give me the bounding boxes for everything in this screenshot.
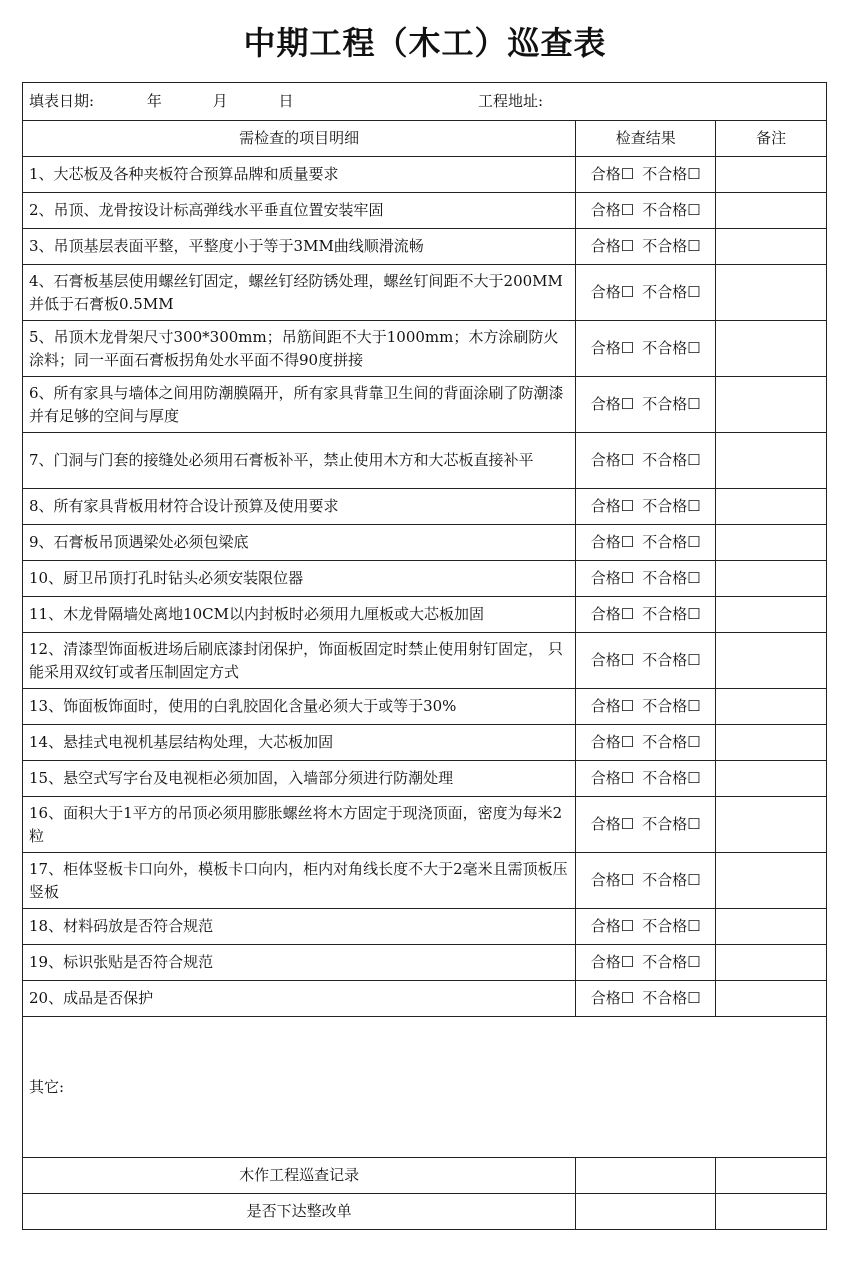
rectify-row-value[interactable] xyxy=(576,1194,716,1230)
table-row xyxy=(23,689,827,725)
fail-checkbox[interactable]: 不合格☐ xyxy=(642,697,701,715)
result-cell xyxy=(576,725,716,761)
result-cell xyxy=(576,633,716,689)
note-cell[interactable] xyxy=(716,761,827,797)
fail-checkbox[interactable]: 不合格☐ xyxy=(642,733,701,751)
header-result: 检查结果 xyxy=(576,121,716,157)
table-row xyxy=(23,909,827,945)
table-row xyxy=(23,797,827,853)
fail-checkbox[interactable]: 不合格☐ xyxy=(642,769,701,787)
item-text: 9、石膏板吊顶遇梁处必须包梁底 xyxy=(23,525,576,561)
header-row xyxy=(23,121,827,157)
item-text: 7、门洞与门套的接缝处必须用石膏板补平，禁止使用木方和大芯板直接补平 xyxy=(23,433,576,489)
rectify-row-label: 是否下达整改单 xyxy=(23,1194,576,1230)
table-row xyxy=(23,265,827,321)
result-cell xyxy=(576,689,716,725)
note-cell[interactable] xyxy=(716,797,827,853)
table-row xyxy=(23,157,827,193)
table-row xyxy=(23,377,827,433)
fail-checkbox[interactable]: 不合格☐ xyxy=(642,605,701,623)
result-cell xyxy=(576,321,716,377)
item-text: 6、所有家具与墙体之间用防潮膜隔开，所有家具背靠卫生间的背面涂刷了防潮漆并有足够的空间与厚度 xyxy=(23,377,576,433)
note-cell[interactable] xyxy=(716,321,827,377)
note-cell[interactable] xyxy=(716,157,827,193)
fail-checkbox[interactable]: 不合格☐ xyxy=(642,497,701,515)
result-cell xyxy=(576,157,716,193)
fail-checkbox[interactable]: 不合格☐ xyxy=(642,871,701,889)
note-cell[interactable] xyxy=(716,561,827,597)
pass-checkbox[interactable]: 合格☐ xyxy=(590,569,635,587)
item-text: 20、成品是否保护 xyxy=(23,981,576,1017)
pass-checkbox[interactable]: 合格☐ xyxy=(590,989,635,1007)
date-label: 填表日期: xyxy=(29,92,95,110)
table-row xyxy=(23,561,827,597)
fill-info-row xyxy=(23,83,827,121)
table-row xyxy=(23,229,827,265)
record-row xyxy=(23,1158,827,1194)
other-label: 其它: xyxy=(29,1077,65,1096)
result-cell xyxy=(576,525,716,561)
fail-checkbox[interactable]: 不合格☐ xyxy=(642,651,701,669)
table-row xyxy=(23,633,827,689)
pass-checkbox[interactable]: 合格☐ xyxy=(590,733,635,751)
note-cell[interactable] xyxy=(716,597,827,633)
rectify-row-note[interactable] xyxy=(716,1194,827,1230)
fail-checkbox[interactable]: 不合格☐ xyxy=(642,989,701,1007)
fail-checkbox[interactable]: 不合格☐ xyxy=(642,917,701,935)
header-note: 备注 xyxy=(716,121,827,157)
result-cell xyxy=(576,489,716,525)
item-text: 3、吊顶基层表面平整，平整度小于等于3MM曲线顺滑流畅 xyxy=(23,229,576,265)
record-row-label: 木作工程巡查记录 xyxy=(23,1158,576,1194)
table-row xyxy=(23,853,827,909)
item-text: 5、吊顶木龙骨架尺寸300*300mm；吊筋间距不大于1000mm；木方涂刷防火涂料；同一平面石膏板拐角处水平面不得90度拼接 xyxy=(23,321,576,377)
pass-checkbox[interactable]: 合格☐ xyxy=(590,339,635,357)
item-text: 10、厨卫吊顶打孔时钻头必须安装限位器 xyxy=(23,561,576,597)
item-text: 12、清漆型饰面板进场后刷底漆封闭保护，饰面板固定时禁止使用射钉固定， 只能采用双纹钉或者压制固定方式 xyxy=(23,633,576,689)
note-cell[interactable] xyxy=(716,945,827,981)
result-cell xyxy=(576,761,716,797)
pass-checkbox[interactable]: 合格☐ xyxy=(590,165,635,183)
item-text: 13、饰面板饰面时，使用的白乳胶固化含量必须大于或等于30% xyxy=(23,689,576,725)
fail-checkbox[interactable]: 不合格☐ xyxy=(642,165,701,183)
record-row-value[interactable] xyxy=(576,1158,716,1194)
note-cell[interactable] xyxy=(716,909,827,945)
header-item: 需检查的项目明细 xyxy=(23,121,576,157)
result-cell xyxy=(576,433,716,489)
note-cell[interactable] xyxy=(716,433,827,489)
note-cell[interactable] xyxy=(716,265,827,321)
item-text: 16、面积大于1平方的吊顶必须用膨胀螺丝将木方固定于现浇顶面，密度为每米2粒 xyxy=(23,797,576,853)
pass-checkbox[interactable]: 合格☐ xyxy=(590,497,635,515)
item-text: 18、材料码放是否符合规范 xyxy=(23,909,576,945)
month-label: 月 xyxy=(212,92,228,110)
pass-checkbox[interactable]: 合格☐ xyxy=(590,815,635,833)
result-cell xyxy=(576,597,716,633)
item-text: 4、石膏板基层使用螺丝钉固定，螺丝钉经防锈处理，螺丝钉间距不大于200MM并低于石膏板0.5MM xyxy=(23,265,576,321)
result-cell xyxy=(576,265,716,321)
note-cell[interactable] xyxy=(716,633,827,689)
result-cell xyxy=(576,193,716,229)
item-text: 11、木龙骨隔墙处离地10CM以内封板时必须用九厘板或大芯板加固 xyxy=(23,597,576,633)
fail-checkbox[interactable]: 不合格☐ xyxy=(642,201,701,219)
pass-checkbox[interactable]: 合格☐ xyxy=(590,605,635,623)
item-text: 19、标识张贴是否符合规范 xyxy=(23,945,576,981)
day-label: 日 xyxy=(278,92,294,110)
fail-checkbox[interactable]: 不合格☐ xyxy=(642,533,701,551)
table-row xyxy=(23,725,827,761)
fail-checkbox[interactable]: 不合格☐ xyxy=(642,815,701,833)
address-label: 工程地址: xyxy=(478,92,544,110)
pass-checkbox[interactable]: 合格☐ xyxy=(590,917,635,935)
note-cell[interactable] xyxy=(716,525,827,561)
item-text: 14、悬挂式电视机基层结构处理，大芯板加固 xyxy=(23,725,576,761)
result-cell xyxy=(576,377,716,433)
table-row xyxy=(23,981,827,1017)
fail-checkbox[interactable]: 不合格☐ xyxy=(642,953,701,971)
fail-checkbox[interactable]: 不合格☐ xyxy=(642,339,701,357)
rectify-row xyxy=(23,1194,827,1230)
fail-checkbox[interactable]: 不合格☐ xyxy=(642,283,701,301)
item-text: 15、悬空式写字台及电视柜必须加固，入墙部分须进行防潮处理 xyxy=(23,761,576,797)
note-cell[interactable] xyxy=(716,689,827,725)
pass-checkbox[interactable]: 合格☐ xyxy=(590,651,635,669)
fail-checkbox[interactable]: 不合格☐ xyxy=(642,451,701,469)
pass-checkbox[interactable]: 合格☐ xyxy=(590,451,635,469)
table-row xyxy=(23,489,827,525)
table-row xyxy=(23,193,827,229)
pass-checkbox[interactable]: 合格☐ xyxy=(590,237,635,255)
item-text: 8、所有家具背板用材符合设计预算及使用要求 xyxy=(23,489,576,525)
table-row xyxy=(23,321,827,377)
table-row xyxy=(23,433,827,489)
pass-checkbox[interactable]: 合格☐ xyxy=(590,283,635,301)
table-row xyxy=(23,945,827,981)
pass-checkbox[interactable]: 合格☐ xyxy=(590,953,635,971)
pass-checkbox[interactable]: 合格☐ xyxy=(590,871,635,889)
item-text: 17、柜体竖板卡口向外，模板卡口向内，柜内对角线长度不大于2毫米且需顶板压竖板 xyxy=(23,853,576,909)
result-cell xyxy=(576,229,716,265)
pass-checkbox[interactable]: 合格☐ xyxy=(590,769,635,787)
inspection-table xyxy=(22,82,827,1230)
result-cell xyxy=(576,981,716,1017)
note-cell[interactable] xyxy=(716,193,827,229)
note-cell[interactable] xyxy=(716,377,827,433)
result-cell xyxy=(576,909,716,945)
note-cell[interactable] xyxy=(716,489,827,525)
pass-checkbox[interactable]: 合格☐ xyxy=(590,395,635,413)
other-row xyxy=(23,1017,827,1158)
table-row xyxy=(23,761,827,797)
fail-checkbox[interactable]: 不合格☐ xyxy=(642,569,701,587)
record-row-note[interactable] xyxy=(716,1158,827,1194)
fail-checkbox[interactable]: 不合格☐ xyxy=(642,395,701,413)
result-cell xyxy=(576,561,716,597)
note-cell[interactable] xyxy=(716,725,827,761)
note-cell[interactable] xyxy=(716,853,827,909)
fail-checkbox[interactable]: 不合格☐ xyxy=(642,237,701,255)
item-text: 1、大芯板及各种夹板符合预算品牌和质量要求 xyxy=(23,157,576,193)
pass-checkbox[interactable]: 合格☐ xyxy=(590,201,635,219)
year-label: 年 xyxy=(146,92,162,110)
table-row xyxy=(23,525,827,561)
result-cell xyxy=(576,797,716,853)
pass-checkbox[interactable]: 合格☐ xyxy=(590,697,635,715)
other-cell[interactable] xyxy=(23,1017,827,1158)
fill-info-cell[interactable] xyxy=(23,83,827,121)
pass-checkbox[interactable]: 合格☐ xyxy=(590,533,635,551)
result-cell xyxy=(576,853,716,909)
note-cell[interactable] xyxy=(716,229,827,265)
table-row xyxy=(23,597,827,633)
note-cell[interactable] xyxy=(716,981,827,1017)
form-title: 中期工程（木工）巡查表 xyxy=(243,24,607,62)
result-cell xyxy=(576,945,716,981)
item-text: 2、吊顶、龙骨按设计标高弹线水平垂直位置安装牢固 xyxy=(23,193,576,229)
